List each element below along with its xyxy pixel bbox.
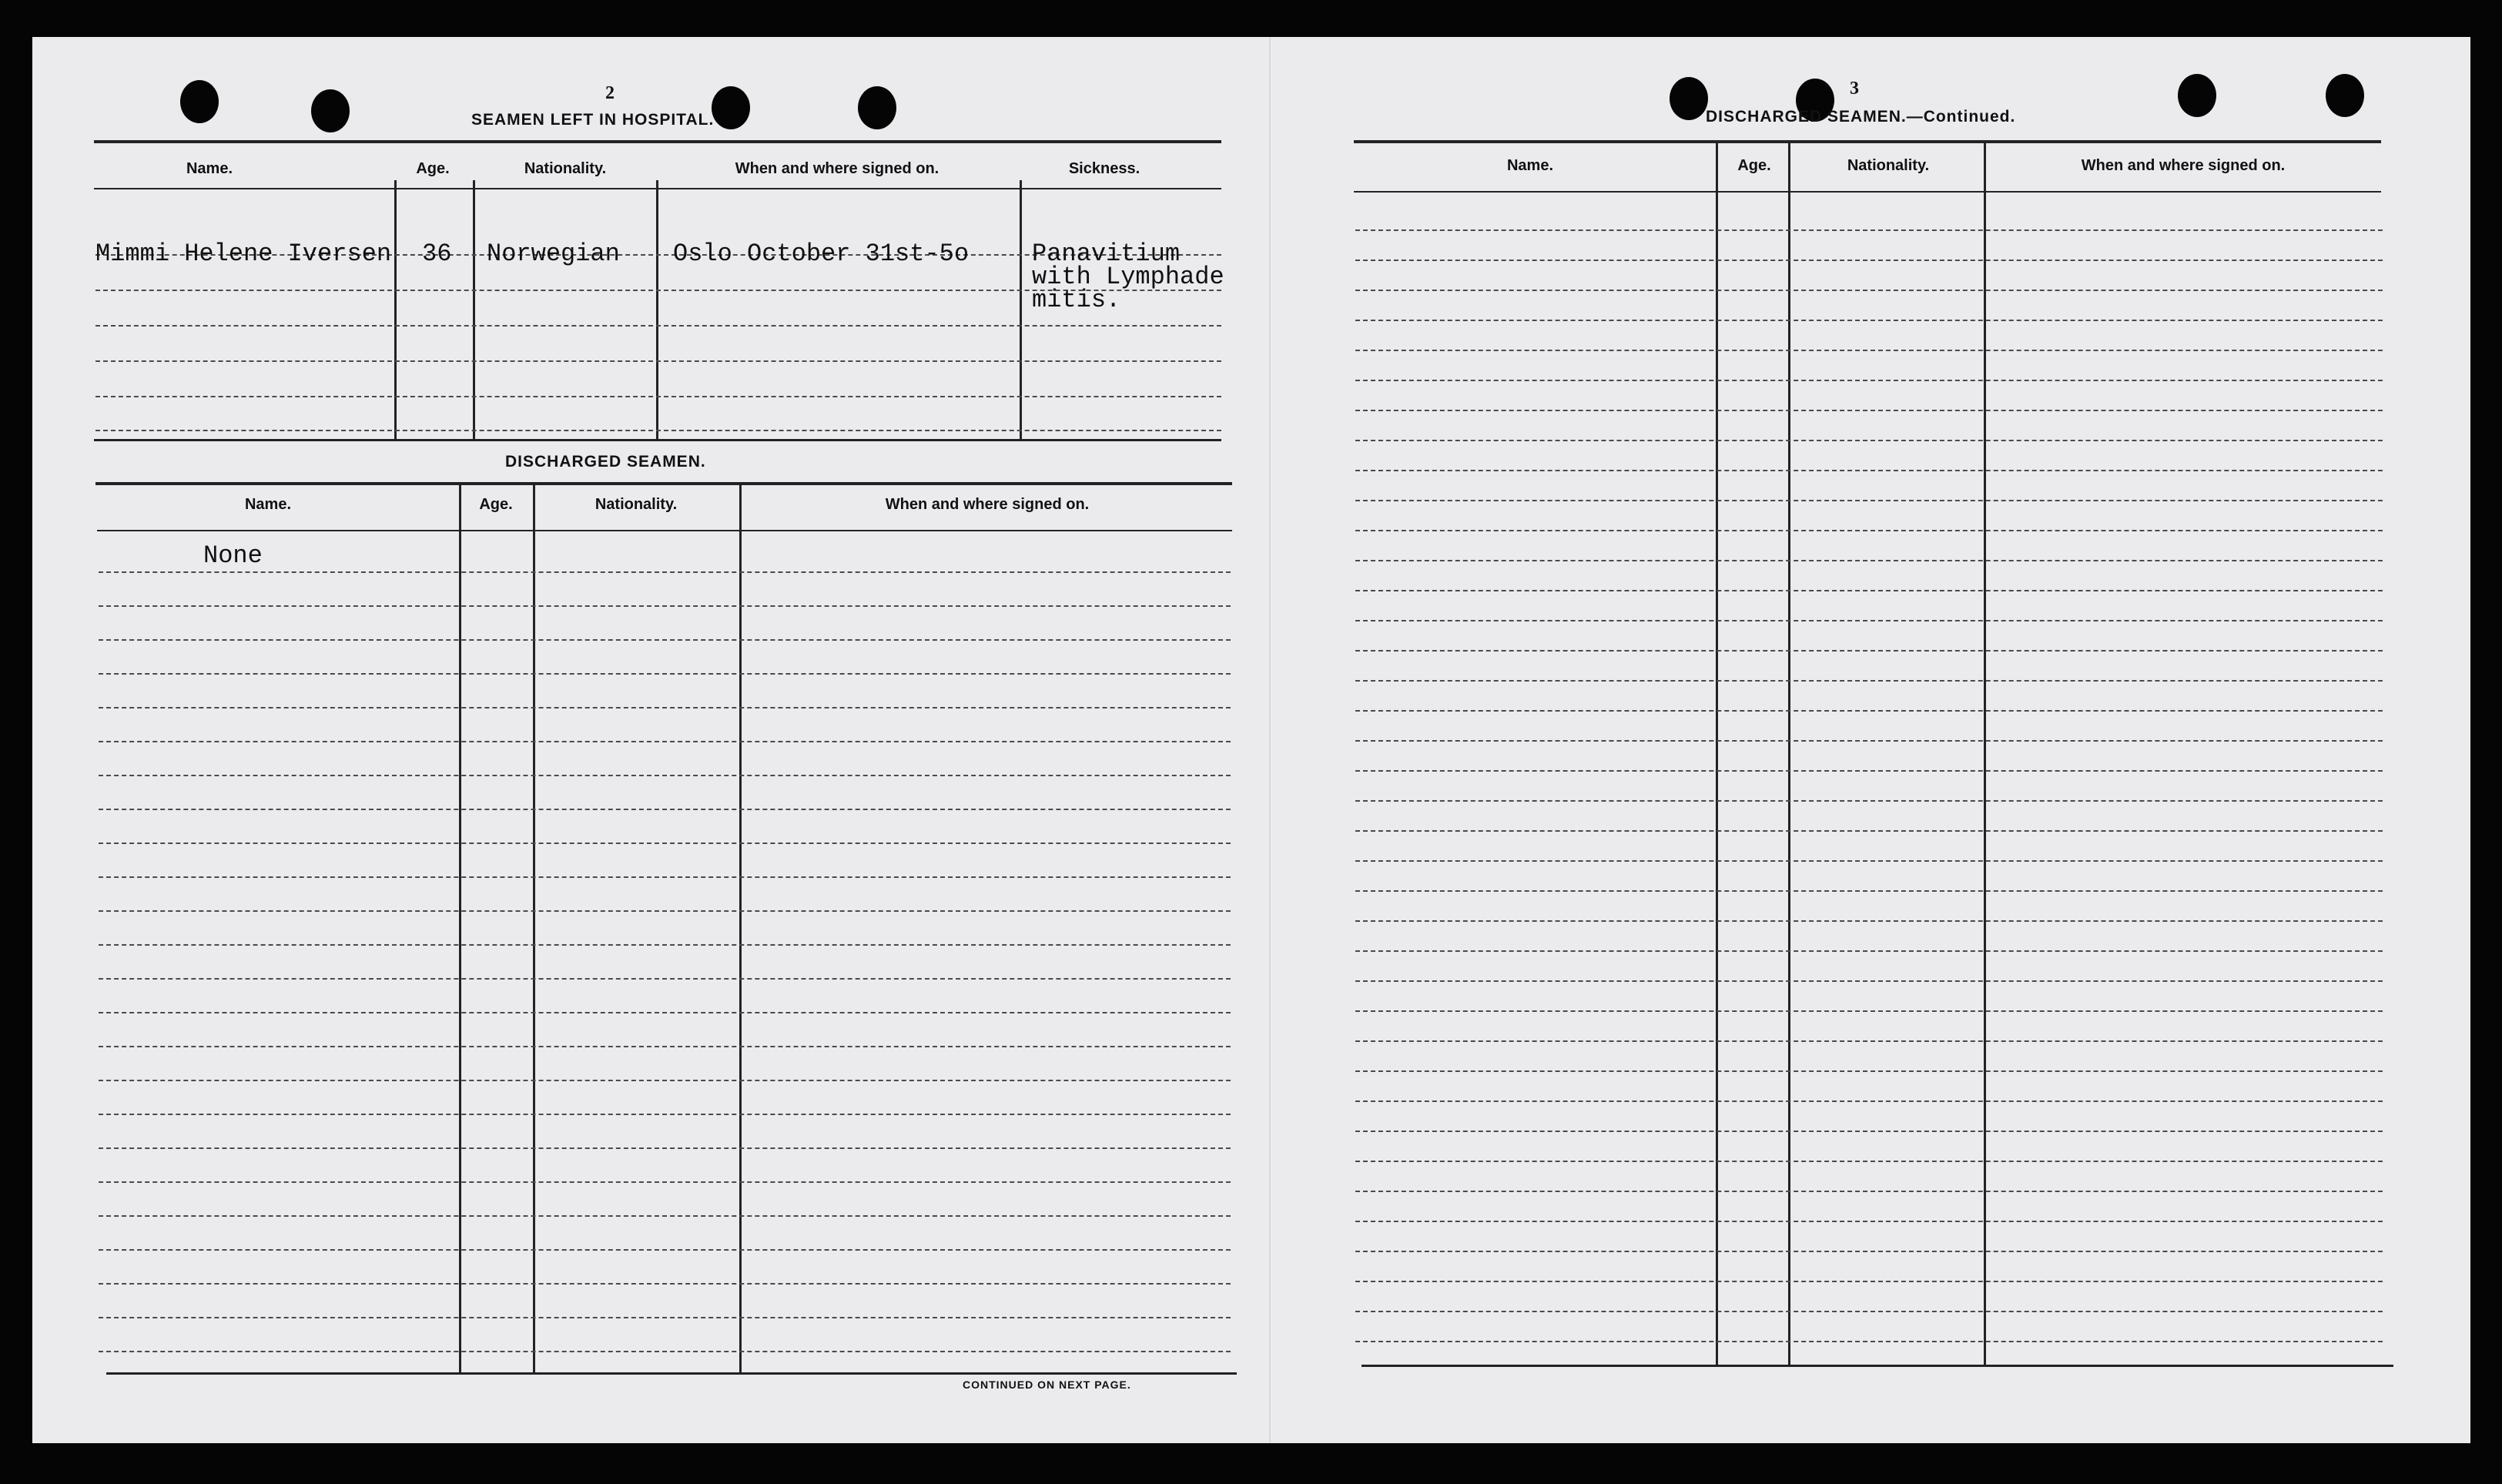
ruled-line [1355, 770, 2383, 772]
ruled-line [1355, 1070, 2383, 1072]
hospital-entry-signed-on: Oslo October 31st-5o [673, 240, 970, 268]
ruled-line [1355, 1100, 2383, 1102]
right-page [1269, 37, 2470, 1443]
ruled-line [1355, 1221, 2383, 1222]
discharged-header-nationality: Nationality. [595, 496, 678, 513]
ruled-line [99, 1283, 1231, 1285]
punch-hole [712, 86, 750, 129]
continued-note: CONTINUED ON NEXT PAGE. [963, 1378, 1131, 1391]
ruled-line [99, 1317, 1231, 1318]
ruled-line [99, 809, 1231, 810]
ruled-line [99, 775, 1231, 776]
hospital-header-signed-on: When and where signed on. [735, 160, 940, 177]
ruled-line [1355, 590, 2383, 591]
ruled-line [99, 910, 1231, 912]
ruled-line [1355, 860, 2383, 862]
ruled-line [99, 673, 1231, 675]
ruled-line [1355, 800, 2383, 802]
ruled-line [99, 571, 1231, 573]
ruled-line [99, 1147, 1231, 1149]
discharged-continued-title: DISCHARGED SEAMEN.—Continued. [1706, 108, 2016, 126]
hospital-header-age: Age. [416, 160, 450, 177]
ruled-line [1355, 500, 2383, 501]
ruled-line [1355, 1311, 2383, 1312]
ruled-line [99, 842, 1231, 844]
discharged-header-signed-on: When and where signed on. [885, 496, 1090, 513]
hospital-header-name: Name. [186, 160, 233, 177]
ruled-line [1355, 1251, 2383, 1252]
ruled-line [99, 1080, 1231, 1081]
ruled-line [99, 1181, 1231, 1183]
ruled-line [99, 1012, 1231, 1013]
ruled-line [1355, 1040, 2383, 1042]
ruled-line [99, 605, 1231, 607]
hospital-entry-sickness-line2: with Lymphade [1032, 263, 1224, 291]
punch-hole [2326, 74, 2364, 117]
hospital-entry-sickness-line3: mitis. [1032, 286, 1121, 314]
ruled-line [1355, 950, 2383, 952]
ruled-line [1355, 530, 2383, 531]
ruled-line [99, 707, 1231, 709]
ruled-line [99, 639, 1231, 641]
ruled-line [99, 1215, 1231, 1217]
ruled-line [1355, 229, 2383, 231]
discharged-entry-name: None [203, 541, 263, 570]
ruled-line [1355, 920, 2383, 922]
left-page [32, 37, 1269, 1443]
ruled-line [99, 1114, 1231, 1115]
ruled-line [1355, 350, 2383, 351]
ruled-line [1355, 620, 2383, 621]
ruled-line [1355, 980, 2383, 982]
right-header-nationality: Nationality. [1847, 157, 1930, 174]
page-number: 2 [605, 83, 615, 103]
ruled-line [99, 1249, 1231, 1251]
ruled-line [1355, 890, 2383, 892]
hospital-entry-age: 36 [422, 240, 452, 268]
ruled-line [1355, 410, 2383, 411]
discharged-section-title: DISCHARGED SEAMEN. [505, 453, 706, 471]
ruled-line [1355, 320, 2383, 321]
hospital-entry-sickness-line1: Panavitium [1032, 240, 1181, 268]
ruled-line [99, 944, 1231, 946]
discharged-header-name: Name. [244, 496, 292, 513]
ruled-line [1355, 680, 2383, 682]
punch-hole [311, 89, 350, 132]
ruled-line [1355, 1010, 2383, 1012]
punch-hole [2178, 74, 2216, 117]
ruled-line [1355, 560, 2383, 561]
ruled-line [1355, 740, 2383, 742]
ruled-line [1355, 470, 2383, 471]
ruled-line [1355, 290, 2383, 291]
hospital-entry-nationality: Norwegian [487, 240, 620, 268]
discharged-header-age: Age. [479, 496, 513, 513]
punch-hole [858, 86, 896, 129]
ruled-line [99, 876, 1231, 878]
ruled-line [1355, 1341, 2383, 1342]
ruled-line [99, 978, 1231, 980]
page-number: 3 [1850, 79, 1859, 99]
ruled-line [1355, 380, 2383, 381]
right-header-signed-on: When and where signed on. [2081, 157, 2286, 174]
ruled-line [1355, 1131, 2383, 1132]
punch-hole [180, 80, 219, 123]
hospital-section-title: SEAMEN LEFT IN HOSPITAL. [471, 111, 715, 129]
ruled-line [99, 741, 1231, 742]
hospital-entry-name: Mimmi Helene Iversen [95, 240, 392, 268]
hospital-header-sickness: Sickness. [1068, 160, 1140, 177]
ruled-line [99, 1351, 1231, 1352]
ruled-line [1355, 1161, 2383, 1162]
ruled-line [1355, 710, 2383, 712]
ruled-line [1355, 440, 2383, 441]
punch-hole [1670, 77, 1708, 120]
ruled-line [1355, 1191, 2383, 1192]
ruled-line [1355, 650, 2383, 652]
hospital-header-nationality: Nationality. [524, 160, 607, 177]
right-header-age: Age. [1737, 157, 1771, 174]
ruled-line [1355, 260, 2383, 261]
ruled-line [1355, 830, 2383, 832]
right-header-name: Name. [1506, 157, 1554, 174]
ruled-line [1355, 1281, 2383, 1282]
ruled-line [99, 1046, 1231, 1047]
